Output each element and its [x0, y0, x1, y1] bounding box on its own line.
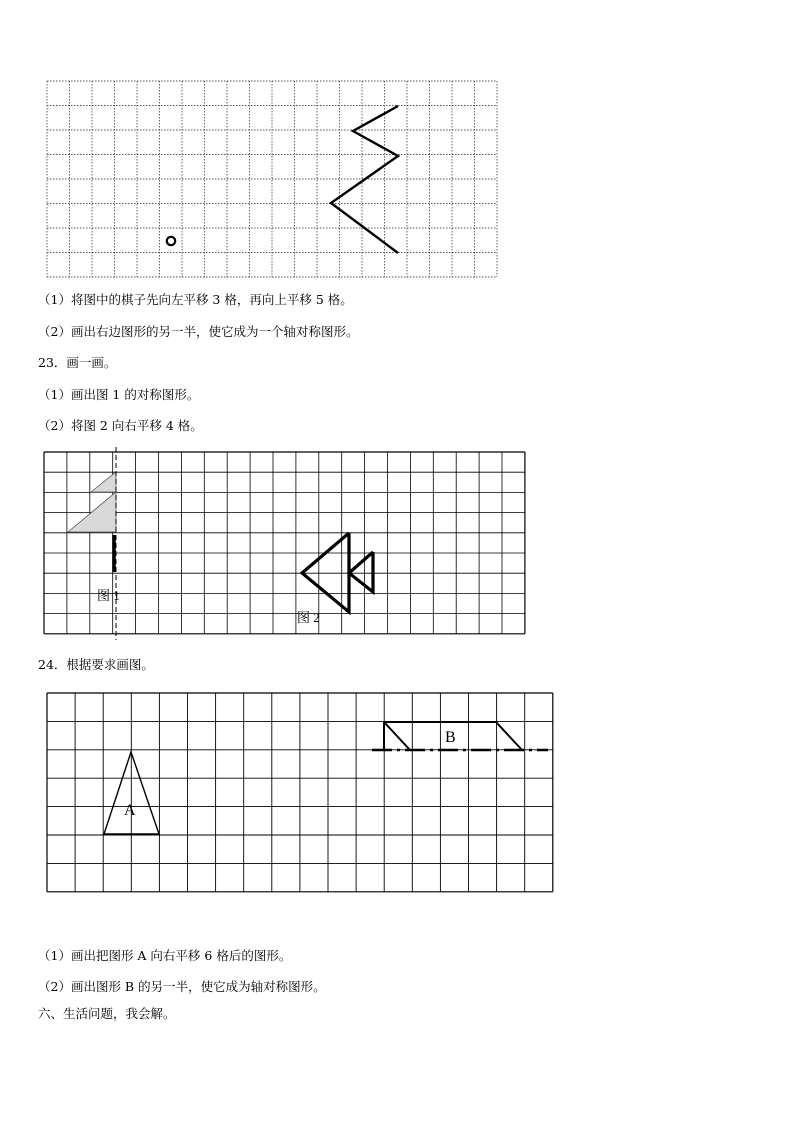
- fig1-label: 图 1: [97, 588, 120, 603]
- q23-item-2: （2）将图 2 向右平移 4 格。: [38, 418, 203, 433]
- q24-heading: 24．根据要求画图。: [38, 657, 154, 672]
- q23-heading: 23．画一画。: [38, 355, 117, 370]
- chess-piece: [167, 237, 175, 245]
- q24-item-2: （2）画出图形 B 的另一半，使它成为轴对称图形。: [38, 979, 326, 994]
- q24-item-1: （1）画出把图形 A 向右平移 6 格后的图形。: [38, 948, 292, 963]
- figure-1-shape: [68, 472, 116, 572]
- shape-a-label: A: [124, 802, 136, 819]
- q22-item-2: （2）画出右边图形的另一半，使它成为一个轴对称图形。: [38, 324, 359, 339]
- dotted-grid-q22: [47, 81, 497, 277]
- q22-item-1: （1）将图中的棋子先向左平移 3 格，再向上平移 5 格。: [38, 292, 353, 307]
- figure-2-shape: [302, 533, 373, 612]
- q23-item-1: （1）画出图 1 的对称图形。: [38, 387, 200, 402]
- zigzag-half-figure: [331, 106, 398, 253]
- fig2-label: 图 2: [297, 610, 320, 625]
- shape-b-label: B: [445, 729, 456, 746]
- section-6-heading: 六、生活问题，我会解。: [38, 1006, 176, 1021]
